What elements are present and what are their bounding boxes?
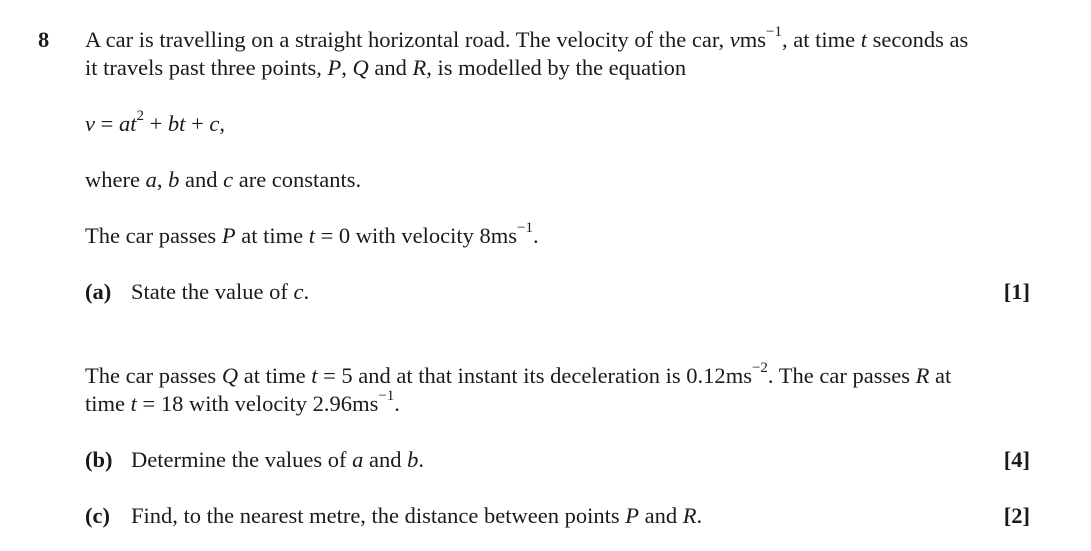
part-c-marks: [2] [1003,503,1030,528]
pass-q-line-2: time t = 18 with velocity $2.96ms^{-1}$. [85,387,400,416]
part-b: (b) Determine the values of a and b. [85,447,425,472]
pass-q-line-1: The car passes Q at time t = 5 and at that instant its deceleration is $0.12ms^{-2}$. The car passes R at [85,359,952,388]
part-a-marks: [1] [1003,279,1030,304]
part-b-label: (b) [85,447,113,472]
part-c-label: (c) [85,503,110,528]
pass-p-statement: The car passes P at time t = 0 with velocity $8ms^{-1}$. [85,219,539,248]
part-c: (c) Find, to the nearest metre, the distance between points P and R. [85,503,703,528]
part-a-label: (a) [85,279,112,304]
intro-line-2: it travels past three points, P, Q and R, is modelled by the equation [85,55,687,80]
part-b-marks: [4] [1003,447,1030,472]
question-number: 8 [38,27,50,52]
constants-statement: where a, b and c are constants. [85,167,362,192]
intro-line-1: A car is travelling on a straight horizontal road. The velocity of the car, vms$^{-1}$, at time t seconds as [85,23,969,52]
part-a: (a) State the value of c. [85,279,310,304]
model-equation: $v = at^2$ + bt + c, [85,107,226,136]
